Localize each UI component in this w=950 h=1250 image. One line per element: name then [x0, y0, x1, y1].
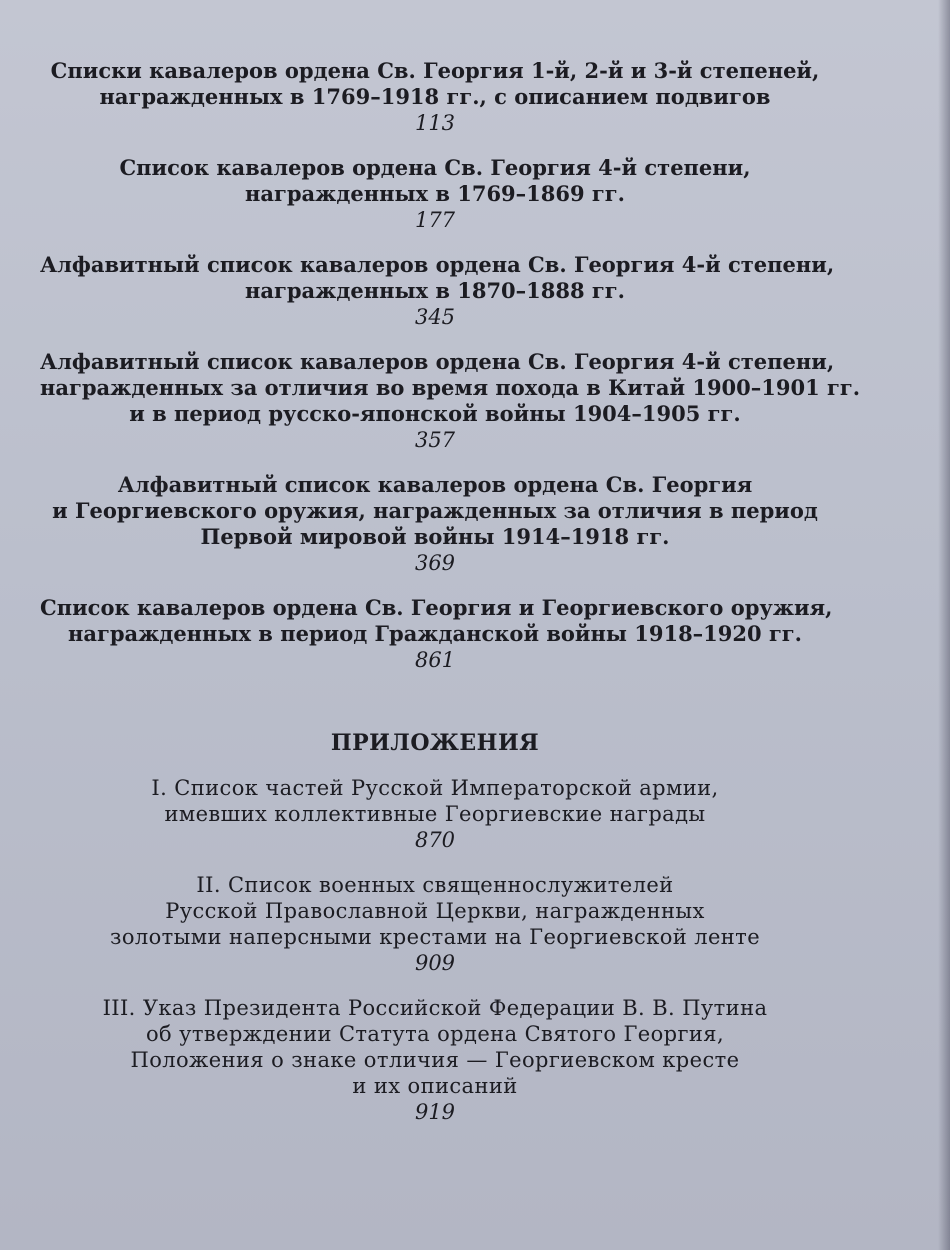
entry-page-number: 861: [414, 648, 456, 672]
entry-title-line: Алфавитный список кавалеров ордена Св. Георгия 4-й степени,: [40, 349, 835, 374]
table-of-contents: [40, 58, 861, 1144]
appendix-title-line: об утверждении Статута ордена Святого Георгия,: [145, 1022, 725, 1046]
appendix-title-line: I. Список частей Русской Императорской армии,: [151, 776, 719, 800]
appendix-page-number: 870: [414, 828, 456, 852]
appendix-page-number: 919: [414, 1100, 456, 1124]
appendix-title-line: Русской Православной Церкви, награжденных: [165, 899, 705, 923]
appendix-title-line: и их описаний: [352, 1074, 518, 1098]
entry-page-number: 357: [414, 428, 456, 452]
appendix-title-line: III. Указ Президента Российской Федерации В. В. Путина: [102, 996, 768, 1020]
entry-page-number: 177: [414, 208, 456, 232]
appendix-entry: [40, 995, 830, 1125]
toc-entry: [40, 252, 835, 330]
entry-page-number: 113: [414, 111, 456, 135]
entry-title-line: награжденных в период Гражданской войны 1918–1920 гг.: [67, 621, 802, 646]
entry-title-line: и Георгиевского оружия, награжденных за отличия в период: [52, 498, 818, 523]
page-edge-shadow: [938, 0, 950, 1250]
entry-title-line: Списки кавалеров ордена Св. Георгия 1-й, 2-й и 3-й степеней,: [50, 58, 820, 83]
entry-title-line: награжденных в 1870–1888 гг.: [245, 278, 625, 303]
appendix-heading: ПРИЛОЖЕНИЯ: [330, 730, 540, 756]
appendix-page-number: 909: [414, 951, 456, 975]
toc-entry: [40, 155, 830, 233]
entry-title-line: Список кавалеров ордена Св. Георгия и Георгиевского оружия,: [40, 595, 833, 620]
entry-title-line: награжденных в 1769–1918 гг., с описанием подвигов: [99, 84, 771, 109]
entry-title-line: награжденных за отличия во время похода в Китай 1900–1901 гг.: [40, 375, 861, 400]
entry-page-number: 369: [414, 551, 456, 575]
entry-title-line: и в период русско-японской войны 1904–1905 гг.: [129, 401, 741, 426]
toc-entry: [40, 595, 833, 673]
appendix-entry: [40, 775, 830, 853]
entry-title-line: Алфавитный список кавалеров ордена Св. Георгия 4-й степени,: [40, 252, 835, 277]
appendix-entry: [40, 872, 830, 976]
appendix-title-line: имевших коллективные Георгиевские награды: [164, 802, 706, 826]
entry-page-number: 345: [414, 305, 456, 329]
toc-entry: [40, 472, 830, 576]
entry-title-line: Первой мировой войны 1914–1918 гг.: [200, 524, 670, 549]
appendix-title-line: золотыми наперсными крестами на Георгиевской ленте: [109, 925, 761, 949]
entry-title-line: Список кавалеров ордена Св. Георгия 4-й степени,: [119, 155, 751, 180]
appendix-title-line: Положения о знаке отличия — Георгиевском кресте: [130, 1048, 740, 1072]
toc-entry: [40, 349, 861, 453]
toc-entry: [40, 58, 830, 136]
entry-title-line: Алфавитный список кавалеров ордена Св. Георгия: [117, 472, 753, 497]
entry-title-line: награжденных в 1769–1869 гг.: [245, 181, 625, 206]
appendix-title-line: II. Список военных священнослужителей: [196, 873, 674, 897]
